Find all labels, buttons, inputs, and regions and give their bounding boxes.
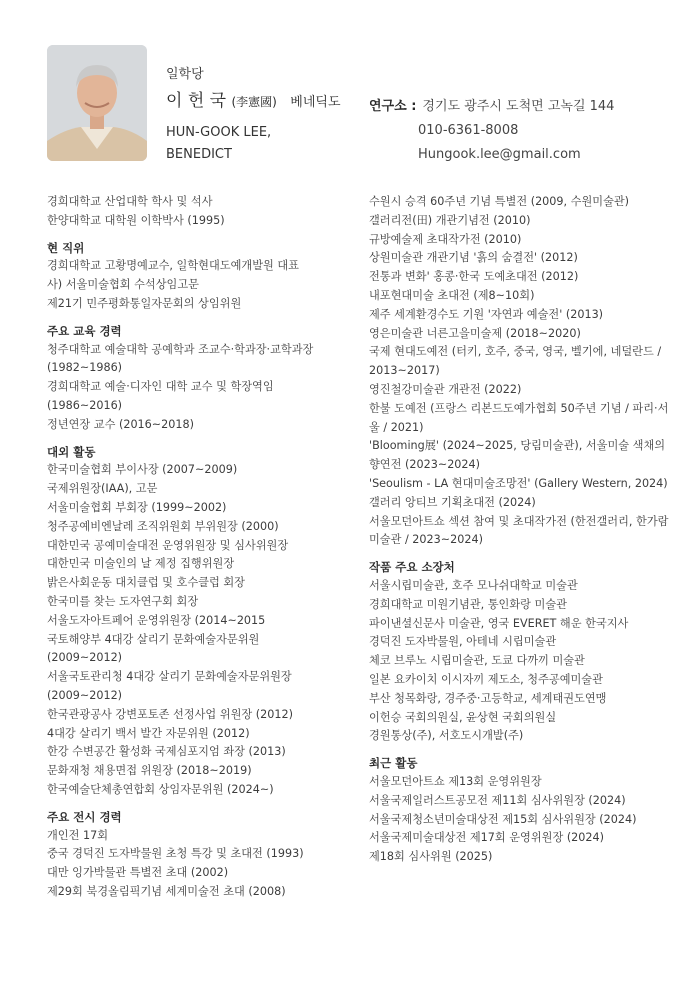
collection-item: 파이낸셜신문사 미술관, 영국 EVERET 해운 한국지사 (369, 616, 629, 630)
external-item: 한국미술협회 부이사장 (2007~2009) (47, 463, 238, 477)
exhibition-item: 대만 잉가박물관 특별전 초대 (2002) (47, 866, 229, 880)
right-column (369, 193, 669, 867)
collection-item: 이헌승 국회의원실, 윤상현 국회의원실 (369, 710, 557, 724)
profile-alias: 일학당 (166, 67, 204, 82)
current-item: 경희대학교 고황명예교수, 일학현대도예개발원 대표 (47, 259, 299, 273)
exhibition-item: 영은미술관 너른고을미술제 (2018~2020) (369, 326, 581, 340)
exhibition-item: 제주 세계환경수도 기원 '자연과 예술전' (2013) (369, 307, 604, 321)
teaching-item: 청주대학교 예술대학 공예학과 조교수·학과장·교학과장 (47, 342, 314, 356)
recent-item: 제18회 심사위원 (2025) (369, 850, 493, 864)
exhibition-item: 'Blooming展' (2024~2025, 당림미술관), 서울미술 색채의 향연전 (2023~2024) (369, 439, 666, 472)
external-item: 국토해양부 4대강 살리기 문화예술자문위원 (47, 632, 260, 646)
recent-item: 서울국제일러스트공모전 제11회 심사위원장 (2024) (369, 793, 626, 807)
exhibition-item: 한불 도예전 (프랑스 리본드도예가협회 50주년 기념 / 파리·서울 / 2021) (369, 401, 669, 434)
teaching-item: 경희대학교 예술·디자인 대학 교수 및 학장역임 (47, 380, 274, 394)
teaching-item: (1982~1986) (47, 361, 123, 375)
external-item: 서울미술협회 부회장 (1999~2002) (47, 500, 227, 514)
external-item: 국제위원장(IAA), 고문 (47, 482, 158, 496)
profile-name-english (166, 122, 271, 166)
external-item: 문화재청 채용면접 위원장 (2018~2019) (47, 764, 252, 778)
section-heading-exhibitions: 주요 전시 경력 (47, 809, 122, 824)
section-heading-external: 대외 활동 (47, 444, 96, 459)
profile-photo (47, 45, 147, 161)
exhibition-item: 중국 경덕진 도자박물원 초청 특강 및 초대전 (1993) (47, 847, 304, 861)
external-item: 서울도자아트페어 운영위원장 (2014~2015 (47, 613, 266, 627)
exhibition-item: 갤러리전(田) 개관기념전 (2010) (369, 213, 531, 227)
exhibition-item: 제29회 북경올림픽기념 세계미술전 초대 (2008) (47, 884, 286, 898)
external-item: 서울국토관리청 4대강 살리기 문화예술자문위원장 (47, 670, 292, 684)
education-item: 경희대학교 산업대학 학사 및 석사 (47, 195, 213, 208)
exhibition-item: 상원미술관 개관기념 '흙의 숨결전' (2012) (369, 251, 578, 265)
collection-item: 부산 청목화랑, 경주중·고등학교, 세계태권도연맹 (369, 691, 607, 705)
exhibition-item: 서울모던아트쇼 섹션 참여 및 초대작가전 (한전갤러리, 한가람미술관 / 2023~2024) (369, 514, 669, 547)
contact-address: 경기도 광주시 도척면 고녹길 144 (422, 99, 615, 114)
baptismal-name: 베네딕도 (290, 95, 341, 110)
exhibition-item: 국제 현대도예전 (터키, 호주, 중국, 영국, 벨기에, 네덜란드 / 2013~2017) (369, 345, 662, 378)
exhibition-item: 'Seoulism - LA 현대미술조망전' (Gallery Western, 2024) (369, 476, 668, 490)
name-english-line2: BENEDICT (166, 147, 232, 162)
exhibition-item: 전통과 변화' 홍콩·한국 도예초대전 (2012) (369, 270, 579, 284)
external-item: 청주공예비엔날레 조직위원회 부위원장 (2000) (47, 519, 279, 533)
collection-item: 경덕진 도자박물원, 아테네 시립미술관 (369, 635, 557, 649)
external-item: 4대강 살리기 백서 발간 자문위원 (2012) (47, 726, 250, 740)
portrait-image (47, 45, 147, 161)
section-heading-teaching: 주요 교육 경력 (47, 323, 122, 338)
external-item: 대한민국 공예미술대전 운영위원장 및 심사위원장 (47, 538, 289, 552)
collection-item: 일본 요카이치 이시자끼 제도소, 청주공예미술관 (369, 672, 603, 686)
recent-item: 서울국제청소년미술대상전 제15회 심사위원장 (2024) (369, 812, 637, 826)
external-item: (2009~2012) (47, 651, 123, 665)
external-item: 밝은사회운동 대치클럽 및 호수클럽 회장 (47, 576, 245, 590)
current-item: 제21기 민주평화통일자문회의 상임위원 (47, 296, 242, 310)
exhibition-item: 영진철강미술관 개관전 (2022) (369, 382, 522, 396)
external-item: 한국관광공사 강변포토존 선정사업 위원장 (2012) (47, 707, 293, 721)
current-item: 사) 서울미술협회 수석상임고문 (47, 278, 199, 292)
external-item: 한국미를 찾는 도자연구회 회장 (47, 594, 199, 608)
contact-label: 연구소 : (369, 99, 417, 114)
left-column (47, 193, 362, 902)
section-heading-collections: 작품 주요 소장처 (369, 560, 455, 575)
section-heading-current: 현 직위 (47, 240, 85, 255)
name-hanja: (李憲國) (231, 95, 277, 109)
contact-block (369, 95, 614, 167)
recent-item: 서울모던아트쇼 제13회 운영위원장 (369, 774, 542, 788)
contact-email[interactable]: Hungook.lee@gmail.com (418, 147, 581, 162)
exhibition-item: 수원시 승격 60주년 기념 특별전 (2009, 수원미술관) (369, 195, 630, 208)
collection-item: 경희대학교 미원기념관, 통인화랑 미술관 (369, 597, 567, 611)
collection-item: 체코 브루노 시립미술관, 도쿄 다까끼 미술관 (369, 654, 585, 668)
recent-item: 서울국제미술대상전 제17회 운영위원장 (2024) (369, 831, 605, 845)
exhibition-item: 규방예술제 초대작가전 (2010) (369, 232, 522, 246)
external-item: (2009~2012) (47, 688, 123, 702)
contact-phone: 010-6361-8008 (418, 123, 519, 138)
exhibition-item: 내포현대미술 초대전 (제8~10회) (369, 288, 535, 302)
profile-name-korean (166, 86, 341, 111)
section-heading-recent: 최근 활동 (369, 756, 418, 771)
teaching-item: 정년연장 교수 (2016~2018) (47, 417, 195, 431)
name-korean: 이 헌 국 (166, 91, 227, 111)
education-item: 한양대학교 대학원 이학박사 (1995) (47, 213, 225, 227)
collection-item: 서울시립미술관, 호주 모나쉬대학교 미술관 (369, 578, 578, 592)
collection-item: 경원통상(주), 서호도시개발(주) (369, 729, 524, 743)
exhibition-item: 갤러리 앙티브 기획초대전 (2024) (369, 495, 536, 509)
external-item: 대한민국 미술인의 날 제정 집행위원장 (47, 557, 235, 571)
name-english-line1: HUN-GOOK LEE, (166, 125, 272, 140)
external-item: 한국예술단체총연합회 상임자문위원 (2024~) (47, 782, 274, 796)
exhibition-item: 개인전 17회 (47, 828, 109, 842)
teaching-item: (1986~2016) (47, 398, 123, 412)
external-item: 한강 수변공간 활성화 국제심포지엄 좌장 (2013) (47, 745, 286, 759)
